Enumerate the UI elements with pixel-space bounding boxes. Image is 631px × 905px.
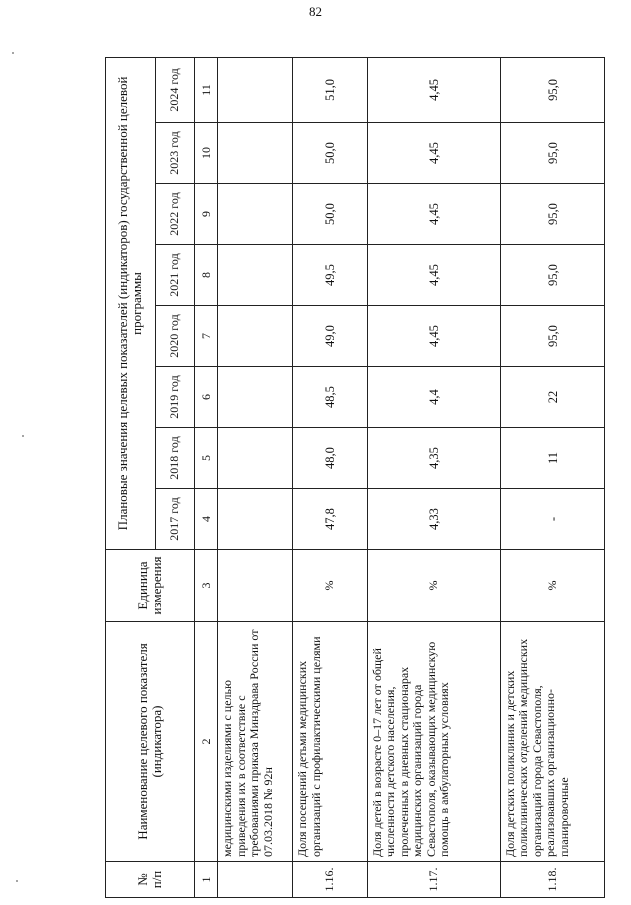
header-year: 2018 год bbox=[155, 428, 195, 489]
indicator-table-rotated bbox=[105, 58, 605, 898]
row-value: 95,0 bbox=[501, 57, 605, 122]
row-value: 48,5 bbox=[293, 367, 368, 428]
column-number: 10 bbox=[195, 123, 218, 184]
row-name: Доля детей в возрасте 0–17 лет от общей численности детского населения, пролеченных в дневных стационарах медицинских организаций города Севастополя, оказывающих медицинскую помощь в амбулаторных условиях bbox=[367, 622, 500, 862]
scan-speck bbox=[12, 52, 14, 54]
header-year: 2021 год bbox=[155, 245, 195, 306]
header-year: 2019 год bbox=[155, 367, 195, 428]
row-value: 95,0 bbox=[501, 123, 605, 184]
column-number: 1 bbox=[195, 862, 218, 898]
row-name: медицинскими изделиями с целью приведения их в соответствие с требованиями приказа Минздрава России от 07.03.2018 № 92н bbox=[218, 622, 293, 862]
page-number: 82 bbox=[309, 4, 322, 19]
column-number: 7 bbox=[195, 306, 218, 367]
row-value bbox=[218, 306, 293, 367]
scan-speck bbox=[16, 880, 18, 882]
row-value: 4,4 bbox=[367, 367, 500, 428]
row-value: 47,8 bbox=[293, 489, 368, 550]
row-num: 1.18. bbox=[501, 862, 605, 898]
table-row bbox=[218, 57, 293, 897]
row-value: 4,35 bbox=[367, 428, 500, 489]
row-value: 50,0 bbox=[293, 184, 368, 245]
header-year: 2024 год bbox=[155, 57, 195, 122]
column-number: 3 bbox=[195, 550, 218, 622]
row-value: 4,45 bbox=[367, 245, 500, 306]
header-planned-group: Плановые значения целевых показателей (индикаторов) государственной целевой программы bbox=[106, 57, 156, 549]
row-unit: % bbox=[293, 550, 368, 622]
row-value: 49,5 bbox=[293, 245, 368, 306]
scan-speck bbox=[22, 435, 24, 437]
header-unit: Единица измерения bbox=[106, 550, 195, 622]
table-row bbox=[501, 57, 605, 897]
header-year: 2022 год bbox=[155, 184, 195, 245]
row-value: 95,0 bbox=[501, 184, 605, 245]
column-number: 4 bbox=[195, 489, 218, 550]
row-value: 4,45 bbox=[367, 184, 500, 245]
row-value bbox=[218, 184, 293, 245]
indicator-table bbox=[105, 57, 605, 898]
row-num: 1.16. bbox=[293, 862, 368, 898]
column-number: 2 bbox=[195, 622, 218, 862]
row-value bbox=[218, 428, 293, 489]
row-value: 11 bbox=[501, 428, 605, 489]
row-value: 4,45 bbox=[367, 123, 500, 184]
row-value: 22 bbox=[501, 367, 605, 428]
row-value: 4,45 bbox=[367, 57, 500, 122]
row-value bbox=[218, 123, 293, 184]
row-value bbox=[218, 57, 293, 122]
column-number: 6 bbox=[195, 367, 218, 428]
table-row bbox=[367, 57, 500, 897]
row-value bbox=[218, 489, 293, 550]
row-value: 4,33 bbox=[367, 489, 500, 550]
row-name: Доля детских поликлиник и детских поликлинических отделений медицинских организаций города Севастополя, реализовавших организационно-планировочные bbox=[501, 622, 605, 862]
row-value: 51,0 bbox=[293, 57, 368, 122]
row-value: 48,0 bbox=[293, 428, 368, 489]
header-year: 2020 год bbox=[155, 306, 195, 367]
column-number: 8 bbox=[195, 245, 218, 306]
header-num: № п/п bbox=[106, 862, 195, 898]
column-number: 11 bbox=[195, 57, 218, 122]
header-name: Наименование целевого показателя (индикатора) bbox=[106, 622, 195, 862]
row-unit: % bbox=[367, 550, 500, 622]
row-unit bbox=[218, 550, 293, 622]
row-value: 95,0 bbox=[501, 245, 605, 306]
row-value: 95,0 bbox=[501, 306, 605, 367]
row-num bbox=[218, 862, 293, 898]
header-year: 2023 год bbox=[155, 123, 195, 184]
header-year: 2017 год bbox=[155, 489, 195, 550]
row-value: 49,0 bbox=[293, 306, 368, 367]
row-name: Доля посещений детьми медицинских организаций с профилактическими целями bbox=[293, 622, 368, 862]
row-unit: % bbox=[501, 550, 605, 622]
row-value bbox=[218, 367, 293, 428]
table-row bbox=[293, 57, 368, 897]
row-value: 4,45 bbox=[367, 306, 500, 367]
column-number: 5 bbox=[195, 428, 218, 489]
column-number: 9 bbox=[195, 184, 218, 245]
row-value bbox=[218, 245, 293, 306]
column-number-row bbox=[195, 57, 218, 897]
row-num: 1.17. bbox=[367, 862, 500, 898]
row-value: - bbox=[501, 489, 605, 550]
row-value: 50,0 bbox=[293, 123, 368, 184]
